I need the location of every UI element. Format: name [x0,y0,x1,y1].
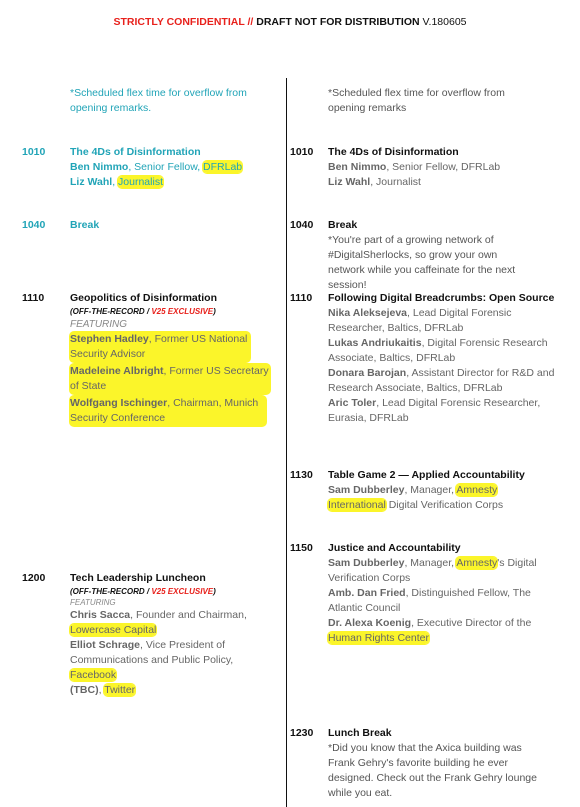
right-time-1230: 1230 [290,727,314,739]
session-title: Table Game 2 — Applied Accountability [328,469,525,481]
speaker-line [70,668,280,683]
separator: , [112,176,119,188]
speaker-name: Wolfgang Ischinger [70,397,168,409]
speaker-highlight [70,364,270,394]
right-time-1150: 1150 [290,542,313,554]
otr-close: ) [213,307,216,316]
speaker-name: Liz Wahl [70,176,113,188]
speaker-line [70,623,280,638]
speaker-name: Dr. Alexa Koenig [328,617,412,629]
right-flex-note: *Scheduled flex time for overflow from opening remarks [328,87,505,114]
speaker-org-highlight: Twitter [104,684,136,696]
speaker-org-rest: 's Digital Verification Corps [328,557,537,584]
left-session-1110 [70,291,280,426]
speaker-org-rest: Digital Verification Corps [385,499,504,511]
speaker-highlight [70,332,250,362]
speaker-name: Amb. Dan Fried [328,587,406,599]
session-note: *You're part of a growing network of #DigitalSherlocks, so grow your own network while you caffeinate for the next session! [328,234,516,291]
left-session-1010 [70,145,280,190]
speaker-role: , Chairman, Munich Security Conference [70,397,259,424]
speaker-line [328,586,548,616]
separator: , [98,684,105,696]
otr-label: (OFF-THE-RECORD / [70,587,152,596]
speaker-name: Ben Nimmo [70,161,129,173]
draft-label: DRAFT NOT FOR DISTRIBUTION [256,16,420,28]
speaker-role: , Senior Fellow, [128,161,204,173]
right-session-1040 [328,218,533,293]
off-record-note [70,306,280,317]
speaker-org-highlight: Facebook [70,669,117,681]
speaker-name: Elliot Schrage [70,639,141,651]
speaker-name: Aric Toler [328,397,377,409]
speaker-line [328,175,568,190]
speaker-name: Lukas Andriukaitis [328,337,422,349]
right-session-1230 [328,726,543,801]
speaker-name: Sam Dubberley [328,484,405,496]
speaker-org-highlight: Amnesty [456,557,498,569]
featuring-label: FEATURING [70,598,116,607]
speaker-role: , Senior Fellow, DFRLab [386,161,501,173]
session-title: Following Digital Breadcrumbs: Open Source [328,292,555,304]
session-title: Lunch Break [328,727,392,739]
speaker-line [70,175,280,190]
right-session-1110 [328,291,556,426]
exclusive-label: V25 EXCLUSIVE [151,587,214,596]
left-time-1040: 1040 [22,219,46,231]
speaker-name: Chris Sacca [70,609,131,621]
speaker-line [328,616,568,631]
speaker-name: Stephen Hadley [70,333,149,345]
speaker-line [328,483,568,498]
otr-close: ) [213,587,216,596]
confidential-label: STRICTLY CONFIDENTIAL // [113,16,254,28]
speaker-name: Liz Wahl [328,176,371,188]
speaker-org-highlight: DFRLab [203,161,243,173]
speaker-line [328,556,568,586]
right-time-1110: 1110 [290,292,313,304]
speaker-name: Madeleine Albright [70,365,164,377]
speaker-role: , Lead Digital Forensic Researcher, Eurasia, DFRLab [328,397,541,424]
right-time-1010: 1010 [290,146,314,158]
session-title: Break [328,219,358,231]
column-divider [286,78,287,807]
speaker-name: Ben Nimmo [328,161,387,173]
speaker-line [328,336,556,366]
right-time-1040: 1040 [290,219,314,231]
session-note: *Did you know that the Axica building was Frank Gehry's favorite building he ever designed. Check out the Frank Gehry lounge while you eat. [328,742,537,799]
speaker-role: , Former US National Security Advisor [70,333,248,360]
speaker-line [328,366,556,396]
speaker-role: , Executive Director of the [411,617,532,629]
speaker-line [70,638,280,668]
speaker-org-highlight: Amnesty [456,484,498,496]
speaker-role: , Lead Digital Forensic Researcher, Baltics, DFRLab [328,307,512,334]
speaker-org-highlight: Lowercase Capital [70,624,157,636]
speaker-role: , Vice President of Communications and Public Policy, [70,639,234,666]
speaker-role: , Journalist [370,176,421,188]
speaker-role: , Digital Forensic Research Associate, Baltics, DFRLab [328,337,548,364]
speaker-line [70,683,280,698]
speaker-role: , Distinguished Fellow, The Atlantic Council [328,587,531,614]
speaker-line [70,608,280,623]
speaker-role: , Former US Secretary of State [70,365,269,392]
speaker-highlight [70,396,266,426]
left-session-1040-title: Break [70,219,100,231]
speaker-line [328,306,556,336]
speaker-role: , Founder and Chairman, [130,609,247,621]
session-title: Justice and Accountability [328,542,461,554]
session-title: Tech Leadership Luncheon [70,572,206,584]
left-time-1010: 1010 [22,146,46,158]
speaker-name: Nika Aleksejeva [328,307,408,319]
speaker-role-highlight: Journalist [118,176,163,188]
right-session-1010 [328,145,568,190]
exclusive-label: V25 EXCLUSIVE [151,307,214,316]
speaker-name: Sam Dubberley [328,557,405,569]
speaker-org-highlight: Human Rights Center [328,632,429,644]
speaker-line [328,396,556,426]
off-record-note [70,586,280,597]
session-title: The 4Ds of Disinformation [328,146,459,158]
left-session-1200 [70,571,280,698]
speaker-name: Donara Barojan [328,367,407,379]
speaker-role: , Manager, [404,484,457,496]
speaker-org-highlight: International [328,499,386,511]
speaker-line [70,160,280,175]
speaker-role: , Assistant Director for R&D and Research Associate, Baltics, DFRLab [328,367,555,394]
left-time-1110: 1110 [22,292,45,304]
speaker-role: , Manager, [404,557,457,569]
right-session-1150 [328,541,568,646]
featuring-label: FEATURING [70,319,128,330]
session-title: The 4Ds of Disinformation [70,146,201,158]
version-label: V.180605 [422,16,467,28]
speaker-line [328,631,568,646]
right-time-1130: 1130 [290,469,313,481]
speaker-line [328,160,568,175]
document-header [0,15,580,30]
speaker-line [328,498,568,513]
session-title: Geopolitics of Disinformation [70,292,218,304]
otr-label: (OFF-THE-RECORD / [70,307,152,316]
speaker-name: (TBC) [70,684,99,696]
left-time-1200: 1200 [22,572,46,584]
left-flex-note: *Scheduled flex time for overflow from opening remarks. [70,87,247,114]
right-session-1130 [328,468,568,513]
